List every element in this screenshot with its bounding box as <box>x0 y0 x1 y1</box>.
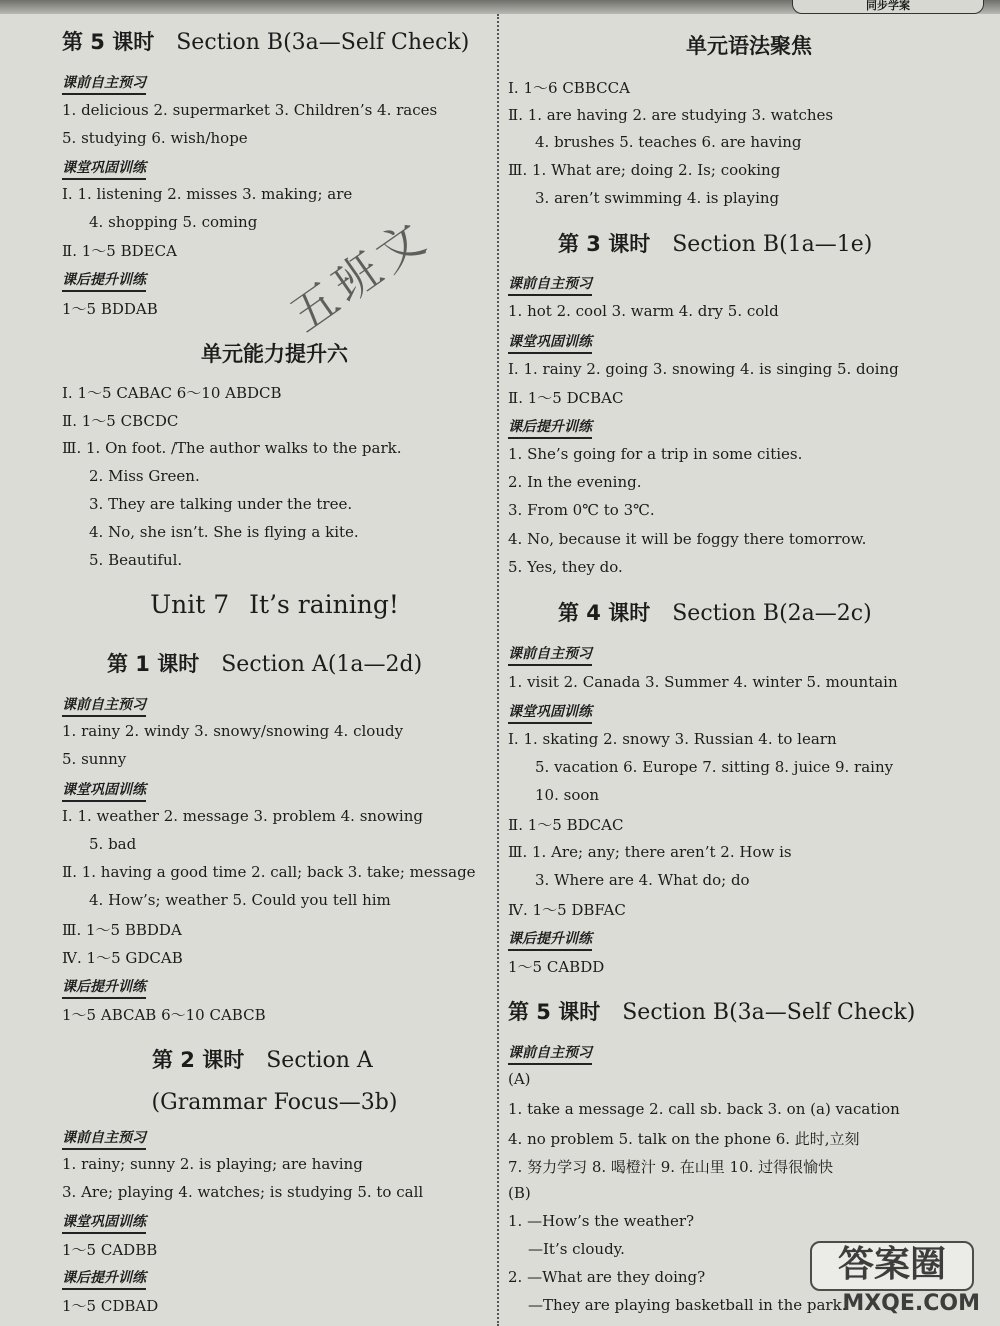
lesson-heading: 第 4 课时 Section B(2a—2c) <box>558 601 872 626</box>
answer-line: 5. studying 6. wish/hope <box>62 129 248 147</box>
answer-line: 4. No, because it will be foggy there tomorrow. <box>508 530 867 548</box>
answer-line: 2. In the evening. <box>508 473 642 491</box>
answer-line: 3. From 0℃ to 3℃. <box>508 501 655 519</box>
answer-line: Ⅰ. 1. weather 2. message 3. problem 4. snowing <box>62 807 423 825</box>
unit-review-title: 单元能力提升六 <box>201 342 348 366</box>
answer-line: Ⅰ. 1. rainy 2. going 3. snowing 4. is singing 5. doing <box>508 360 899 378</box>
answer-line: Ⅲ. 1. What are; doing 2. Is; cooking <box>508 161 781 179</box>
answer-line: Ⅱ. 1. having a good time 2. call; back 3. take; message <box>62 863 476 881</box>
lesson-heading: 第 5 课时 Section B(3a—Self Check) <box>508 1000 916 1025</box>
section-label: 课前自主预习 <box>508 273 592 296</box>
section-label: 课堂巩固训练 <box>62 779 146 802</box>
answer-line: 4. brushes 5. teaches 6. are having <box>535 133 802 151</box>
section-label: 课堂巩固训练 <box>508 331 592 354</box>
answer-line: 2. —What are they doing? <box>508 1268 706 1286</box>
answer-line: Ⅰ. 1～6 CBBCCA <box>508 79 630 97</box>
section-label: 课后提升训练 <box>62 976 146 999</box>
top-bar <box>0 0 1000 14</box>
answer-line: (B) <box>508 1184 531 1202</box>
column-divider <box>497 14 499 1326</box>
answer-line: 3. They are talking under the tree. <box>89 495 353 513</box>
section-label: 课前自主预习 <box>62 1127 146 1150</box>
answer-line: 1. —How’s the weather? <box>508 1212 695 1230</box>
answer-line: 1. take a message 2. call sb. back 3. on (a) vacation <box>508 1100 900 1118</box>
watermark-url: MXQE.COM <box>842 1291 980 1316</box>
answer-line: 10. soon <box>535 786 600 804</box>
answer-line: 1～5 CDBAD <box>62 1297 159 1315</box>
lesson-subheading: (Grammar Focus—3b) <box>151 1090 398 1115</box>
answer-line: 4. no problem 5. talk on the phone 6. 此时,立刻 <box>508 1130 860 1148</box>
answer-line: Ⅱ. 1～5 CBCDC <box>62 412 179 430</box>
answer-line: 5. bad <box>89 835 137 853</box>
answer-line: 5. Beautiful. <box>89 551 183 569</box>
section-label: 课后提升训练 <box>508 928 592 951</box>
answer-line: 1～5 CADBB <box>62 1241 158 1259</box>
answer-line: 4. shopping 5. coming <box>89 213 258 231</box>
answer-line: Ⅲ. 1. Are; any; there aren’t 2. How is <box>508 843 792 861</box>
answer-line: Ⅲ. 1～5 BBDDA <box>62 921 182 939</box>
lesson-heading: 第 1 课时 Section A(1a—2d) <box>107 652 423 677</box>
answer-line: —It’s cloudy. <box>528 1240 625 1258</box>
lesson-heading: 第 3 课时 Section B(1a—1e) <box>558 232 873 257</box>
answer-line: 3. aren’t swimming 4. is playing <box>535 189 780 207</box>
answer-line: 1～5 ABCAB 6～10 CABCB <box>62 1006 266 1024</box>
section-label: 课前自主预习 <box>508 643 592 666</box>
section-label: 课堂巩固训练 <box>62 1211 146 1234</box>
answer-line: Ⅱ. 1～5 BDECA <box>62 242 177 260</box>
answer-line: 7. 努力学习 8. 喝橙汁 9. 在山里 10. 过得很愉快 <box>508 1158 834 1176</box>
watermark-text: 答案圈 <box>810 1241 974 1291</box>
answer-line: (A) <box>508 1070 531 1088</box>
header-badge: 同步学案 <box>792 0 984 14</box>
answer-line: Ⅲ. 1. On foot. /The author walks to the park. <box>62 439 402 457</box>
answer-line: 5. Yes, they do. <box>508 558 623 576</box>
section-label: 课后提升训练 <box>62 1267 146 1290</box>
answer-line: Ⅱ. 1. are having 2. are studying 3. watches <box>508 106 834 124</box>
answer-line: 1. rainy; sunny 2. is playing; are having <box>62 1155 363 1173</box>
answer-line: Ⅳ. 1～5 DBFAC <box>508 901 626 919</box>
answer-line: 1. She’s going for a trip in some cities. <box>508 445 803 463</box>
answer-line: 1～5 BDDAB <box>62 300 158 318</box>
answer-line: —They are playing basketball in the park. <box>528 1296 847 1314</box>
watermark-logo <box>810 1241 980 1316</box>
lesson-heading: 第 2 课时 Section A <box>152 1048 373 1073</box>
answer-line: 3. Where are 4. What do; do <box>535 871 750 889</box>
answer-line: 5. sunny <box>62 750 127 768</box>
answer-line: 1. visit 2. Canada 3. Summer 4. winter 5. mountain <box>508 673 898 691</box>
answer-line: 2. Miss Green. <box>89 467 200 485</box>
answer-line: Ⅱ. 1～5 DCBAC <box>508 389 624 407</box>
answer-line: 4. How’s; weather 5. Could you tell him <box>89 891 391 909</box>
unit-title: Unit 7 It’s raining! <box>150 590 399 619</box>
answer-line: Ⅱ. 1～5 BDCAC <box>508 816 624 834</box>
answer-line: 1. delicious 2. supermarket 3. Children’s 4. races <box>62 101 438 119</box>
answer-line: 1～5 CABDD <box>508 958 605 976</box>
section-label: 课前自主预习 <box>508 1042 592 1065</box>
answer-line: Ⅰ. 1. listening 2. misses 3. making; are <box>62 185 353 203</box>
answer-line: 3. Are; playing 4. watches; is studying 5. to call <box>62 1183 424 1201</box>
answer-line: Ⅰ. 1. skating 2. snowy 3. Russian 4. to learn <box>508 730 837 748</box>
section-label: 课前自主预习 <box>62 694 146 717</box>
section-label: 课堂巩固训练 <box>508 701 592 724</box>
answer-line: Ⅰ. 1～5 CABAC 6～10 ABDCB <box>62 384 282 402</box>
answer-line: 1. rainy 2. windy 3. snowy/snowing 4. cloudy <box>62 722 404 740</box>
answer-line: 1. hot 2. cool 3. warm 4. dry 5. cold <box>508 302 779 320</box>
handwritten-mark: 五班文 <box>280 208 440 343</box>
lesson-heading: 第 5 课时 Section B(3a—Self Check) <box>62 30 470 55</box>
section-label: 课后提升训练 <box>508 416 592 439</box>
grammar-title: 单元语法聚焦 <box>686 34 812 58</box>
answer-line: 4. No, she isn’t. She is flying a kite. <box>89 523 359 541</box>
section-label: 课后提升训练 <box>62 269 146 292</box>
section-label: 课堂巩固训练 <box>62 157 146 180</box>
section-label: 课前自主预习 <box>62 72 146 95</box>
answer-line: 5. vacation 6. Europe 7. sitting 8. juice 9. rainy <box>535 758 894 776</box>
answer-line: Ⅳ. 1～5 GDCAB <box>62 949 183 967</box>
